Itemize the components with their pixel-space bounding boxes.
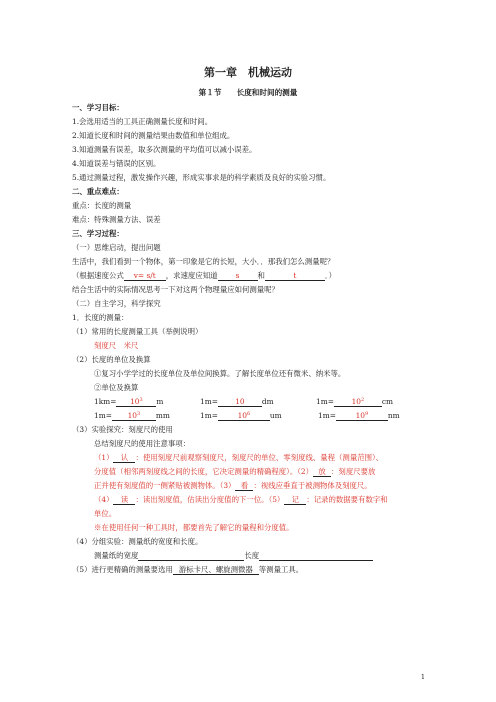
goal-3: 3.知道测量有误差，取多次测量的平均值可以减小误差。 — [72, 145, 257, 154]
conversion-answer — [334, 397, 382, 407]
ruler-notes-heading: 总结刻度尺的使用注意事项： — [94, 439, 191, 448]
tools-answer: 刻度尺 米尺 — [94, 341, 139, 350]
conversion-exponent: 3 — [137, 411, 141, 417]
conversion-unit: dm — [261, 397, 274, 406]
ruler-rule-line-1 — [94, 453, 383, 463]
rule-text: ：记录的数据要有数字和 — [306, 495, 388, 504]
time-answer: t — [265, 271, 325, 281]
tools-question: （1）常用的长度测量工具（举例说明） — [72, 327, 203, 336]
q2-end: ．） — [324, 271, 336, 280]
ruler-rule-line-4 — [94, 495, 388, 505]
conversion-base: 10 — [355, 411, 366, 420]
units-heading: （2）长度的单位及换算 — [72, 355, 151, 364]
precise-tools-suffix: 等测量工具。 — [258, 565, 304, 574]
conversion-m-cm — [316, 397, 393, 407]
step-2-heading: （二）自主学习，科学探究 — [72, 299, 161, 308]
ruler-note: ※在使用任何一种工具时，都要首先了解它的量程和分度值。 — [94, 523, 294, 532]
conversion-exponent: 3 — [139, 397, 143, 403]
conversion-exponent: 6 — [247, 411, 251, 417]
conversion-answer — [112, 411, 156, 421]
section-title: 第１节 长度和时间的测量 — [198, 88, 298, 97]
rule-text: ：视线应垂直于被测物体及刻度尺。 — [253, 481, 372, 490]
goal-2: 2.知道长度和时间的测量结果由数值和单位组成。 — [72, 131, 235, 140]
ruler-rule-line-3 — [94, 481, 372, 491]
conversion-base: 10 — [237, 411, 248, 420]
length-measurement-heading: 1．长度的测量： — [72, 313, 129, 322]
heading-process: 三、学习过程： — [72, 229, 124, 238]
conversion-exponent: 9 — [365, 411, 369, 417]
rule-text: 正并使有刻度值的一侧紧贴被测物体。（3） — [94, 481, 236, 490]
paper-measurement-line — [94, 551, 373, 561]
rule-answer-recognize: 认 — [113, 453, 135, 463]
conversion-m-mm — [94, 411, 170, 421]
rule-text: ：使用刻度尺前观察刻度尺，刻度尺的单位、零刻度线、量程（测量范围）、 — [135, 453, 384, 462]
conversion-answer — [218, 397, 262, 407]
units-review: ①复习小学学过的长度单位及单位间换算。了解长度单位还有微米、纳米等。 — [94, 369, 346, 378]
heading-goals: 一、学习目标： — [72, 103, 124, 112]
conversion-unit: cm — [381, 397, 394, 406]
rule-answer-read: 读 — [113, 495, 135, 505]
goal-5: 5.通过测量过程，激发操作兴趣，形成实事求是的科学素质及良好的实验习惯。 — [72, 173, 331, 182]
heading-key-points: 二、重点难点： — [72, 187, 124, 196]
rule-answer-place: 放 — [313, 467, 331, 477]
conversion-unit: nm — [387, 411, 400, 420]
conversion-answer — [116, 397, 156, 407]
question-3: 结合生活中的实际情况思考一下对这两个物理量应如何测量呢？ — [72, 285, 279, 294]
page-number: 1 — [420, 673, 425, 681]
goal-1: 1.会选用适当的工具正确测量长度和时间。 — [72, 117, 213, 126]
conversion-base: 10 — [130, 397, 140, 406]
conversion-unit: m — [156, 397, 164, 406]
ruler-experiment-heading: （3）实验探究：刻度尺的使用 — [72, 425, 173, 434]
rule-answer-record: 记 — [284, 495, 306, 505]
conversion-m-nm — [318, 411, 400, 421]
q2-and: 和 — [257, 271, 265, 280]
conversion-lhs: 1km= — [94, 397, 117, 406]
question-2 — [72, 271, 336, 281]
conversion-m-dm — [200, 397, 274, 407]
chapter-title: 第一章 机械运动 — [204, 66, 292, 79]
difficult-point: 难点：特殊测量方法、误差 — [72, 215, 161, 224]
rule-text: ：刻度尺要放 — [331, 467, 376, 476]
conversion-unit: um — [269, 411, 282, 420]
speed-formula-answer: v= s/t — [124, 271, 166, 281]
paper-width-blank[interactable] — [138, 552, 244, 561]
rule-text: 分度值（相邻两刻度线之间的长度，它决定测量的精确程度）。（2） — [94, 467, 314, 476]
conversion-m-um — [200, 411, 282, 421]
paper-length-blank[interactable] — [259, 552, 373, 561]
conversion-base: 10 — [127, 411, 138, 420]
rule-text: ：读出刻度值，估读出分度值的下一位。（5） — [135, 495, 285, 504]
conversion-km-m — [94, 397, 163, 407]
conversion-answer — [336, 411, 388, 421]
conversion-lhs: 1m= — [200, 411, 218, 420]
precise-tools-answer: 游标卡尺、螺旋测微器 — [173, 565, 259, 575]
conversion-base: 10 — [351, 397, 362, 406]
distance-answer: s — [218, 271, 258, 281]
goal-4: 4.知道误差与错误的区别。 — [72, 159, 161, 168]
paper-experiment-heading: （4）分组实验：测量纸的宽度和长度。 — [72, 537, 203, 546]
conversion-lhs: 1m= — [94, 411, 112, 420]
rule-number: （4） — [94, 495, 114, 504]
paper-length-label: 长度 — [244, 551, 260, 560]
precise-tools-prefix: （5）进行更精确的测量要选用 — [72, 565, 173, 574]
conversion-lhs: 1m= — [316, 397, 334, 406]
question-1: 生活中，我们看到一个物体，第一印象是它的长短，大小．．那我们怎么测量呢？ — [72, 257, 335, 266]
conversion-unit: mm — [155, 411, 170, 420]
conversion-answer — [218, 411, 270, 421]
conversion-exponent: 2 — [361, 397, 365, 403]
q2-prefix: （根据速度公式 — [72, 271, 124, 280]
rule-answer-look: 看 — [235, 481, 253, 491]
ruler-rule-line-2 — [94, 467, 375, 477]
ruler-rule-line-5: 单位。 — [94, 509, 117, 518]
conversion-lhs: 1m= — [200, 397, 218, 406]
key-point: 重点：长度的测量 — [72, 201, 132, 210]
units-conversion-heading: ②单位及换算 — [94, 383, 139, 392]
paper-width-label: 测量纸的宽度 — [94, 551, 139, 560]
q2-middle: ，求速度应知道 — [165, 271, 218, 280]
conversion-base: 10 — [235, 397, 245, 406]
rule-number: （1） — [94, 453, 114, 462]
precise-tools-line — [72, 565, 303, 575]
step-1-heading: （一）思维启动，提出问题 — [72, 243, 161, 252]
conversion-lhs: 1m= — [318, 411, 336, 420]
